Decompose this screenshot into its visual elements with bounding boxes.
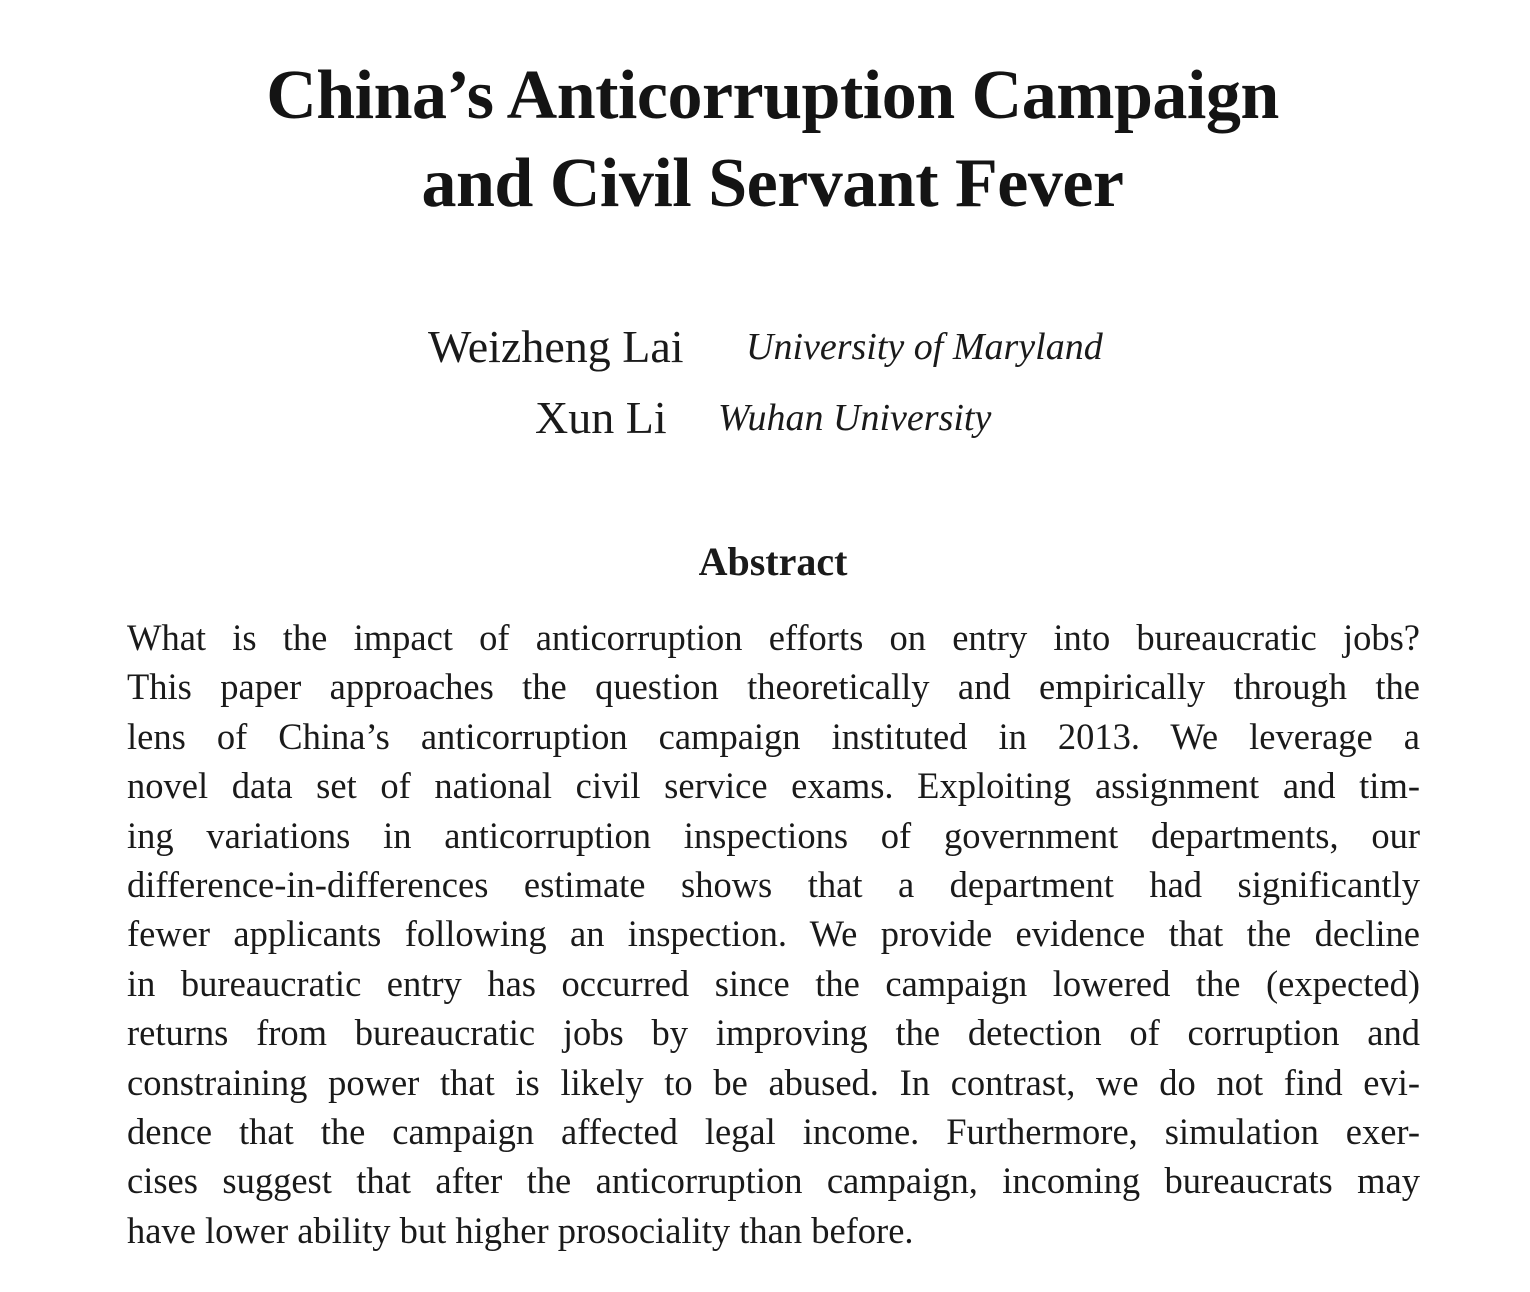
abstract-line: constraining power that is likely to be abused. In contrast, we do not find evi-	[127, 1061, 1420, 1103]
abstract-line: difference-in-differences estimate shows that a department had significantly	[127, 863, 1420, 905]
paper-title	[0, 52, 1530, 228]
abstract-line: lens of China’s anticorruption campaign instituted in 2013. We leverage a	[127, 715, 1420, 757]
abstract-line: have lower ability but higher prosociality than before.	[127, 1209, 914, 1251]
abstract-line: What is the impact of anticorruption efforts on entry into bureaucratic jobs?	[127, 617, 1420, 658]
abstract-line: dence that the campaign affected legal income. Furthermore, simulation exer-	[127, 1110, 1420, 1152]
abstract-line: in bureaucratic entry has occurred since the campaign lowered the (expected)	[127, 962, 1420, 1004]
paper-title-line-2: and Civil Servant Fever	[421, 145, 1124, 222]
paper-title-line-1: China’s Anticorruption Campaign	[266, 57, 1279, 134]
author-name: Weizheng Lai	[428, 321, 684, 372]
author-name: Xun Li	[535, 392, 667, 443]
author-affiliation: Wuhan University	[718, 397, 992, 439]
abstract-line: fewer applicants following an inspection. We provide evidence that the decline	[127, 913, 1420, 955]
abstract-line: This paper approaches the question theoretically and empirically through the	[127, 666, 1420, 708]
abstract-line: novel data set of national civil service exams. Exploiting assignment and tim-	[127, 765, 1420, 807]
abstract-heading: Abstract	[698, 539, 848, 584]
abstract-line: cises suggest that after the anticorruption campaign, incoming bureaucrats may	[127, 1160, 1420, 1202]
author-entry-1	[0, 322, 1530, 372]
author-entry-2	[0, 393, 1530, 443]
abstract-body	[127, 613, 1420, 1255]
abstract-line: ing variations in anticorruption inspections of government departments, our	[127, 814, 1420, 856]
abstract-line: returns from bureaucratic jobs by improving the detection of corruption and	[127, 1012, 1420, 1054]
author-affiliation: University of Maryland	[746, 326, 1103, 368]
